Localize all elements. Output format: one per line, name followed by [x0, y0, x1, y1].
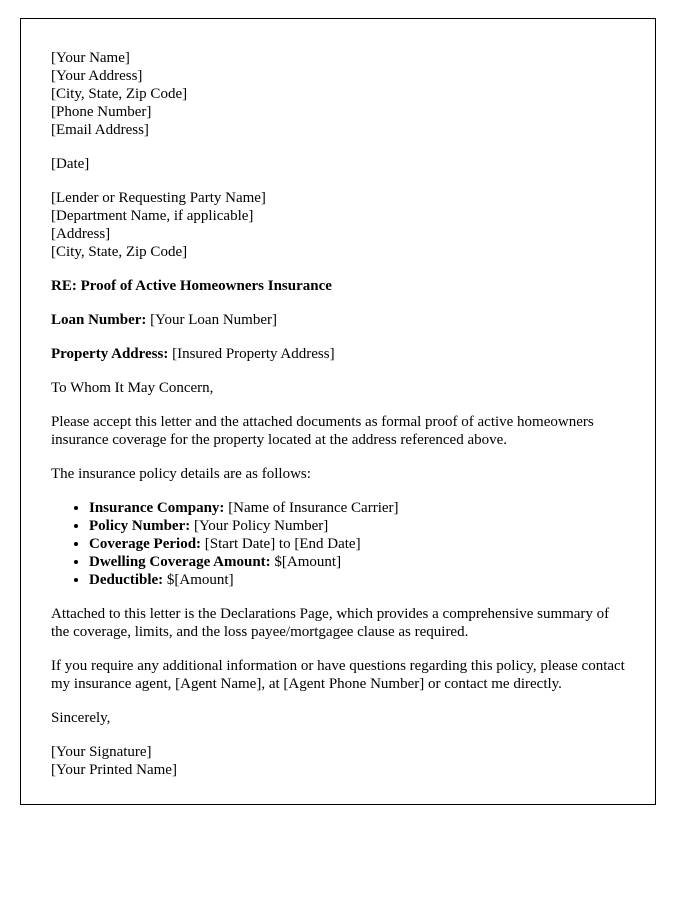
- details-intro-paragraph: The insurance policy details are as follows:: [51, 466, 311, 482]
- insurance-proof-letter: [51, 49, 627, 779]
- salutation-line: To Whom It May Concern,: [51, 380, 214, 396]
- closing-line: Sincerely,: [51, 710, 111, 726]
- detail-label: Deductible:: [89, 572, 164, 588]
- contact-paragraph: If you require any additional information or have questions regarding this policy, please contact my insurance agent, [Agent Name], at [Agent Phone Number] or contact me directly.: [51, 658, 625, 692]
- loan-number-line: [51, 311, 627, 329]
- detail-value: [Start Date] to [End Date]: [204, 536, 361, 552]
- detail-label: Policy Number:: [89, 518, 191, 534]
- list-item: [89, 571, 627, 589]
- letter-sheet: [20, 18, 656, 805]
- detail-label: Insurance Company:: [89, 500, 225, 516]
- detail-label: Coverage Period:: [89, 536, 202, 552]
- attached-paragraph: Attached to this letter is the Declarations Page, which provides a comprehensive summary of the coverage, limits, and the loss payee/mortgagee clause as required.: [51, 606, 610, 640]
- sender-phone-line: [Phone Number]: [51, 104, 152, 120]
- recipient-department-line: [Department Name, if applicable]: [51, 208, 254, 224]
- printed-name-line: [Your Printed Name]: [51, 762, 177, 778]
- detail-value: [Name of Insurance Carrier]: [228, 500, 399, 516]
- detail-value: [Your Policy Number]: [193, 518, 329, 534]
- policy-details-list: [51, 499, 627, 589]
- list-item: [89, 499, 627, 517]
- sender-city-line: [City, State, Zip Code]: [51, 86, 188, 102]
- subject-line: RE: Proof of Active Homeowners Insurance: [51, 278, 332, 294]
- property-address-label: Property Address:: [51, 346, 169, 362]
- signature-block: [51, 743, 627, 779]
- date-block: [51, 155, 627, 173]
- recipient-block: [51, 189, 627, 261]
- signature-line: [Your Signature]: [51, 744, 152, 760]
- sender-block: [51, 49, 627, 139]
- sender-email-line: [Email Address]: [51, 122, 149, 138]
- list-item: [89, 517, 627, 535]
- sender-address-line: [Your Address]: [51, 68, 143, 84]
- recipient-address-line: [Address]: [51, 226, 111, 242]
- intro-paragraph: Please accept this letter and the attached documents as formal proof of active homeowners insurance coverage for the property located at the address referenced above.: [51, 414, 594, 448]
- loan-number-value: [Your Loan Number]: [150, 312, 277, 328]
- recipient-city-line: [City, State, Zip Code]: [51, 244, 188, 260]
- recipient-name-line: [Lender or Requesting Party Name]: [51, 190, 266, 206]
- detail-label: Dwelling Coverage Amount:: [89, 554, 271, 570]
- property-address-line: [51, 345, 627, 363]
- property-address-value: [Insured Property Address]: [172, 346, 335, 362]
- detail-value: $[Amount]: [166, 572, 234, 588]
- loan-number-label: Loan Number:: [51, 312, 147, 328]
- detail-value: $[Amount]: [274, 554, 342, 570]
- date-line: [Date]: [51, 156, 90, 172]
- sender-name-line: [Your Name]: [51, 50, 130, 66]
- list-item: [89, 553, 627, 571]
- list-item: [89, 535, 627, 553]
